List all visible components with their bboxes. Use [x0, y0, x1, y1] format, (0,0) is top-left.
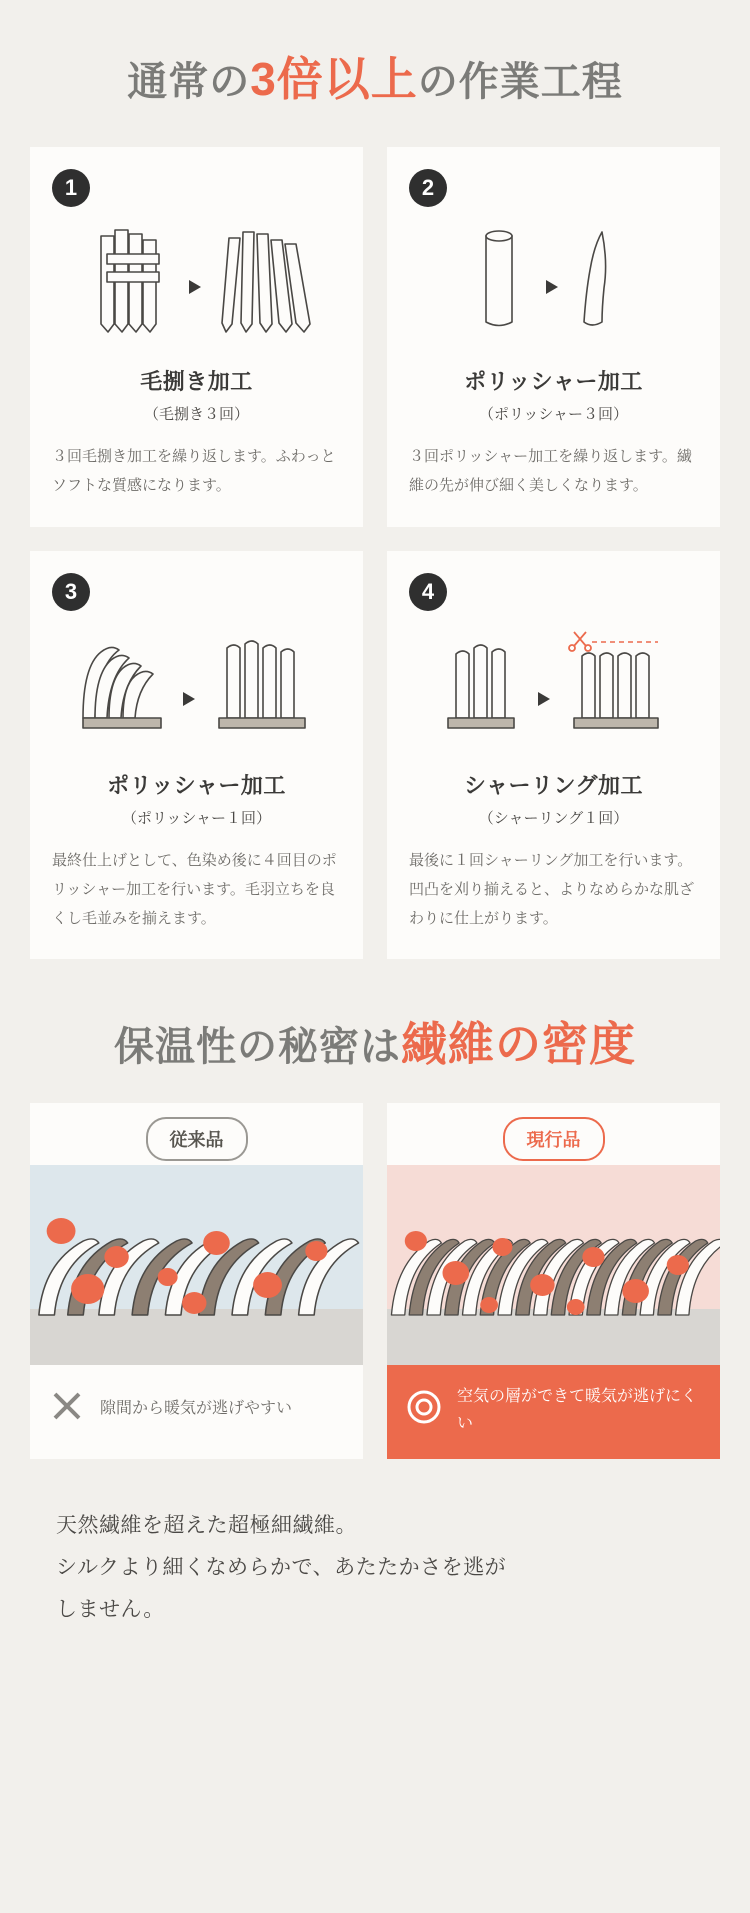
comparison-column-old — [30, 1103, 363, 1459]
fiber-density-diagram-old — [30, 1165, 363, 1365]
footer-copy-line-2: シルクより細くなめらかで、あたたかさを逃が — [56, 1556, 507, 1579]
warmth-title-prefix: 保温性の秘密は — [114, 1025, 401, 1070]
step-badge-4: 4 — [409, 573, 447, 611]
step-badge-1: 1 — [52, 169, 90, 207]
fiber-density-diagram-new — [387, 1165, 720, 1365]
step-title-2: ポリッシャー加工 — [464, 369, 643, 395]
step-card-4 — [387, 551, 720, 960]
fiber-shearing-scissors-icon — [409, 613, 698, 763]
process-title-prefix: 通常の — [127, 60, 251, 104]
step-sub-4: （シャーリング１回） — [478, 809, 629, 827]
page-title-warmth — [0, 1017, 750, 1072]
step-title-4: シャーリング加工 — [463, 772, 644, 798]
note-old — [30, 1365, 363, 1457]
step-desc-2: ３回ポリッシャー加工を繰り返します。繊維の先が伸び細く美しくなります。 — [409, 448, 692, 495]
process-title-accent: 3倍以上 — [250, 53, 418, 105]
fiber-bundle-split-icon — [52, 209, 341, 359]
step-desc-4: 最後に１回シャーリング加工を行います。凹凸を刈り揃えると、よりなめらかな肌ざわりに仕上がります。 — [409, 851, 695, 928]
status-badge-new: 現行品 — [503, 1117, 605, 1161]
step-card-1 — [30, 147, 363, 527]
step-card-3 — [30, 551, 363, 960]
double-circle-mark-icon — [405, 1388, 443, 1431]
note-new — [387, 1365, 720, 1459]
comparison-column-new — [387, 1103, 720, 1459]
footer-copy-line-1: 天然繊維を超えた超極細繊維。 — [56, 1514, 357, 1537]
process-title-suffix: の作業工程 — [417, 60, 623, 104]
status-badge-old: 従来品 — [146, 1117, 248, 1161]
fiber-bent-to-straight-icon — [52, 613, 341, 763]
step-card-2 — [387, 147, 720, 527]
warmth-title-accent: 繊維の密度 — [401, 1018, 636, 1071]
step-badge-2: 2 — [409, 169, 447, 207]
step-sub-1: （毛捌き３回） — [143, 406, 249, 424]
chip-wrap-new — [387, 1103, 720, 1165]
cross-mark-icon — [48, 1387, 86, 1430]
step-desc-1: ３回毛捌き加工を繰り返します。ふわっとソフトな質感になります。 — [52, 448, 336, 495]
step-sub-2: （ポリッシャー３回） — [478, 406, 629, 424]
step-title-3: ポリッシャー加工 — [107, 772, 286, 798]
note-text-old: 隙間から暖気が逃げやすい — [100, 1400, 293, 1418]
process-steps-grid — [0, 107, 750, 959]
page-title-process — [0, 0, 750, 107]
section-spacer — [0, 959, 750, 1017]
step-sub-3: （ポリッシャー１回） — [121, 809, 272, 827]
step-badge-3: 3 — [52, 573, 90, 611]
comparison-grid — [0, 1073, 750, 1459]
note-text-new: 空気の層ができて暖気が逃げにくい — [457, 1387, 698, 1432]
chip-wrap-old — [30, 1103, 363, 1165]
footer-copy-line-3: しません。 — [56, 1598, 165, 1621]
footer-copy — [0, 1459, 750, 1691]
step-desc-3: 最終仕上げとして、色染め後に４回目のポリッシャー加工を行います。毛羽立ちを良くし毛並みを揃えます。 — [52, 851, 337, 928]
fiber-single-taper-icon — [409, 209, 698, 359]
step-title-1: 毛捌き加工 — [140, 369, 253, 395]
